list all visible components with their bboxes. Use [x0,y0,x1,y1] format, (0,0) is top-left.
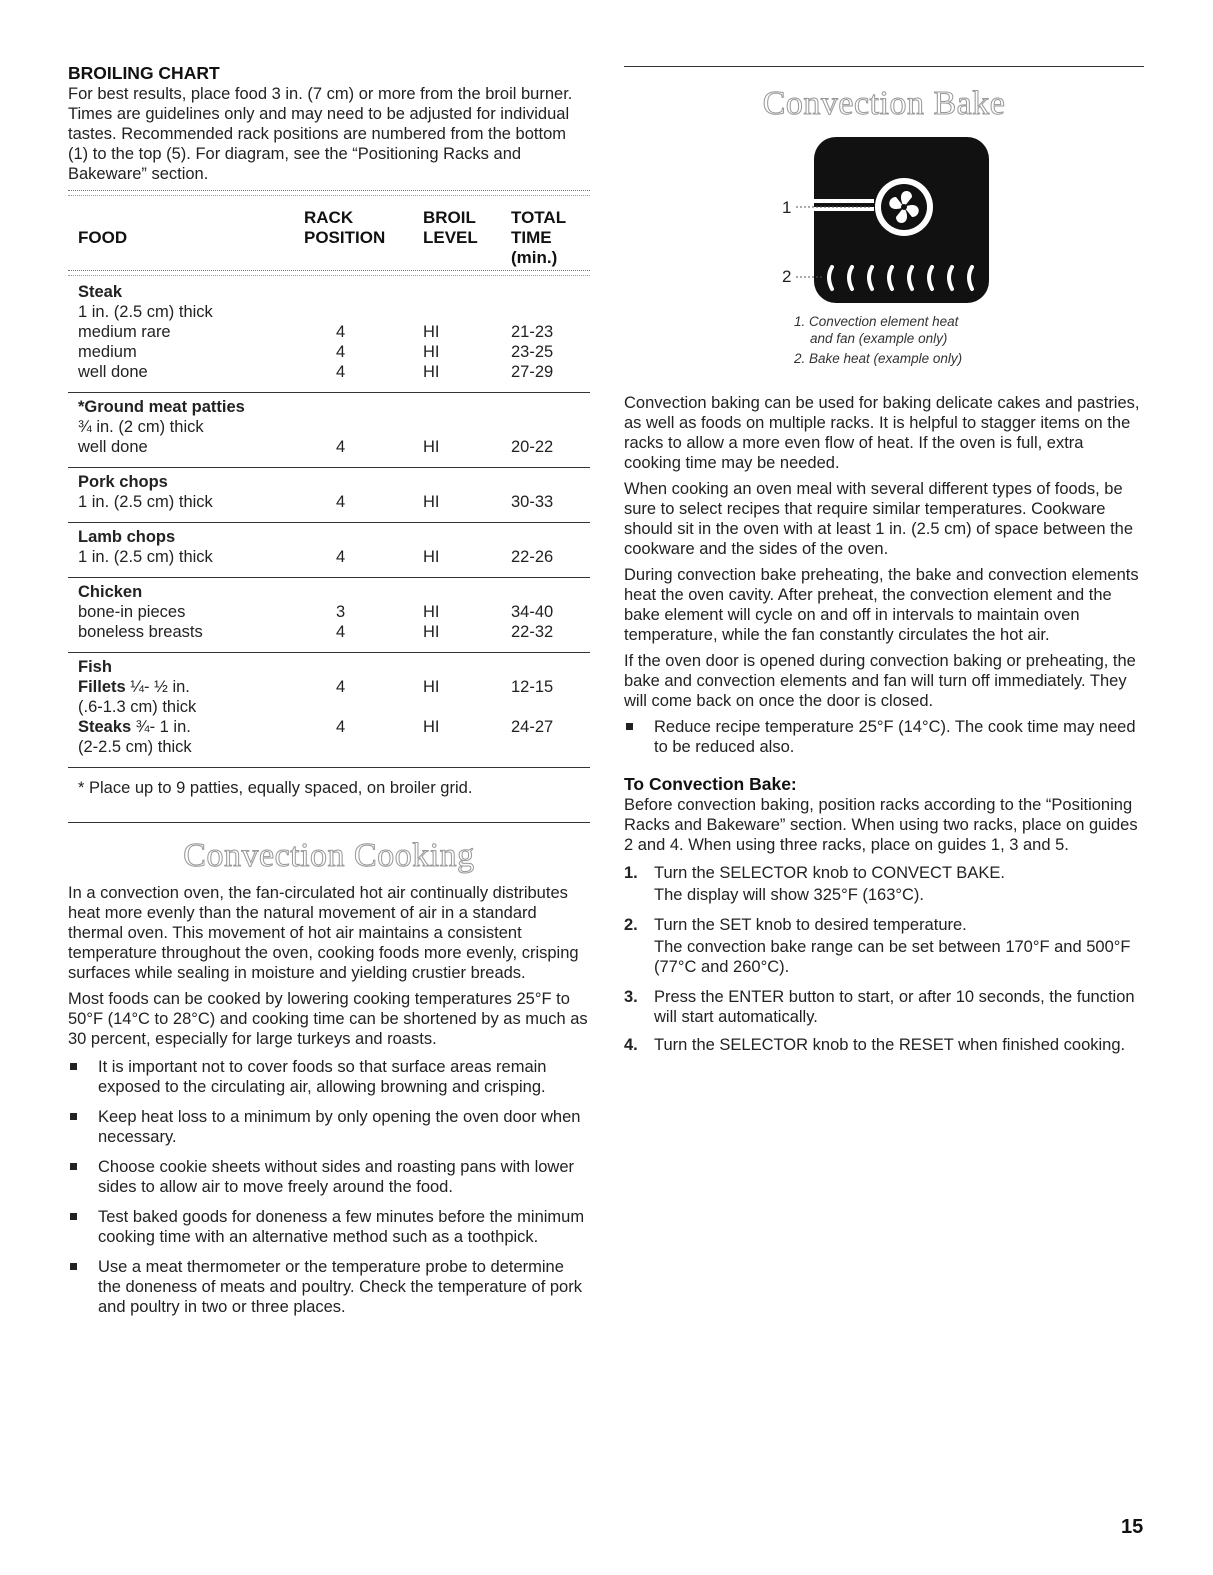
steaks-label: Steaks [78,718,132,736]
time-cell: 30-33 [511,493,554,511]
convection-bake-p5: Before convection baking, position racks according to the “Positioning Racks and Bakeware” section. When using two racks, place on guides 2 and 4. When using three racks, place on guides 1, 3 and 5. [624,796,1138,854]
table-top-divider [68,190,590,196]
level-cell: HI [423,343,440,361]
rack-cell: 4 [336,438,346,456]
time-cell: 27-29 [511,363,554,381]
bullet-text: It is important not to cover foods so that surface areas remain exposed to the circulating air, allowing browning and crisping. [98,1058,547,1096]
convection-bake-p3: During convection bake preheating, the bake and convection elements heat the oven cavity. After preheat, the convection element and the bake element will cycle on and off in intervals to maintain oven temperature, while the fan constantly circulates the hot air. [624,566,1139,644]
right-column [624,62,1144,1061]
step-item [624,863,1144,905]
to-convection-bake-heading: To Convection Bake: [624,774,797,794]
callout-2: 2 [782,267,792,286]
food-cell: bone-in pieces [78,603,186,621]
bullet-item [68,1107,590,1147]
convection-bake-p1: Convection baking can be used for baking delicate cakes and pastries, as well as foods on multiple racks. It is helpful to stagger items on the racks to allow a more even flow of heat. If the oven is full, extra cooking time may be needed. [624,394,1140,472]
table-row [68,342,590,362]
step-number: 4. [624,1036,638,1054]
fillets-label: Fillets [78,678,126,696]
step-subtext: The convection bake range can be set between 170°F and 500°F (77°C and 260°C). [654,938,1131,976]
food-cell: medium [78,343,137,361]
convection-bake-p2: When cooking an oven meal with several different types of foods, be sure to select recipes that require similar temperatures. Cookware should sit in the oven with at least 1 in. (2.5 cm) of space between the cookware and the sides of the oven. [624,480,1134,558]
caption-1a: 1. Convection element heat [794,314,959,329]
bullet-text: Reduce recipe temperature 25°F (14°C). The cook time may need to be reduced also. [654,718,1136,756]
convection-oven-figure [624,123,1144,373]
bullet-square-icon [70,1163,77,1170]
table-row [68,362,590,382]
level-cell: HI [423,548,440,566]
time-cell: 23-25 [511,343,554,361]
food-cell: 1 in. (2.5 cm) thick [78,493,213,511]
thickness: (.6-1.3 cm) thick [78,698,197,716]
step-item [624,987,1144,1027]
oven-diagram [624,127,1144,307]
broiling-table-header [68,198,590,268]
step-text: Press the ENTER button to start, or after 10 seconds, the function will start automatically. [654,988,1135,1026]
time-cell: 34-40 [511,603,554,621]
thickness: (2-2.5 cm) thick [78,738,192,756]
bullet-text: Keep heat loss to a minimum by only opening the oven door when necessary. [98,1108,581,1146]
section-rule [624,66,1144,67]
rack-cell: 4 [336,343,346,361]
bullet-square-icon [70,1113,77,1120]
col-total-3: (min.) [511,248,558,267]
level-cell: HI [423,493,440,511]
time-cell: 20-22 [511,438,554,456]
thickness: ¾ in. (2 cm) thick [78,418,204,436]
left-column [68,62,590,1327]
step-subtext: The display will show 325°F (163°C). [654,886,924,904]
group-title: Steak [78,283,123,301]
group-lamb [68,523,590,577]
bullet-square-icon [70,1263,77,1270]
step-item [624,915,1144,977]
time-cell: 22-32 [511,623,554,641]
rack-cell: 4 [336,323,346,341]
broiling-footnote: * Place up to 9 patties, equally spaced, on broiler grid. [78,779,473,797]
level-cell: HI [423,603,440,621]
level-cell: HI [423,678,440,696]
rack-cell: 4 [336,363,346,381]
group-pork [68,468,590,522]
group-title: *Ground meat patties [78,398,245,416]
group-patties [68,393,590,467]
thickness: 1 in. (2.5 cm) thick [78,303,213,321]
group-title: Lamb chops [78,528,176,546]
bullet-item [624,717,1144,757]
broiling-chart-heading: BROILING CHART [68,63,220,83]
bullet-square-icon [70,1213,77,1220]
section-rule [68,822,590,823]
broiling-intro: For best results, place food 3 in. (7 cm) or more from the broil burner. Times are guidelines only and may need to be adjusted for individual tastes. Recommended rack positions are numbered from the bottom (1) to the top (5). For diagram, see the “Positioning Racks and Bakeware” section. [68,85,573,183]
table-row [68,492,590,512]
col-broil-2: LEVEL [423,228,478,247]
time-cell: 12-15 [511,678,554,696]
col-rack-1: RACK [304,208,354,227]
caption-2: 2. Bake heat (example only) [794,351,963,366]
steaks-size: ¾- 1 in. [131,718,191,736]
food-cell: well done [78,438,148,456]
table-row [68,437,590,457]
group-fish [68,653,590,767]
rack-cell: 4 [336,678,346,696]
col-broil-1: BROIL [423,208,476,227]
table-row [68,322,590,342]
col-food: FOOD [78,228,128,247]
table-row [68,622,590,642]
bullet-item [68,1057,590,1097]
level-cell: HI [423,438,440,456]
food-cell: medium rare [78,323,171,341]
food-cell: 1 in. (2.5 cm) thick [78,548,213,566]
step-text: Turn the SELECTOR knob to CONVECT BAKE. [654,864,1005,882]
page-number: 15 [1121,1516,1144,1538]
bullet-item [68,1207,590,1247]
fillets-size: ¼- ½ in. [125,678,190,696]
convection-cooking-title: Convection Cooking [183,837,475,874]
bullet-text: Use a meat thermometer or the temperature probe to determine the doneness of meats and poultry. Check the temperature of pork and poultry in two or three places. [98,1258,582,1316]
convection-bake-title: Convection Bake [762,85,1006,122]
table-header-divider [68,270,590,276]
step-number: 3. [624,988,638,1006]
level-cell: HI [423,323,440,341]
convection-bake-p4: If the oven door is opened during convection baking or preheating, the bake and convection elements and fan will turn off immediately. They will come back on once the door is closed. [624,652,1136,710]
bullet-item [68,1157,590,1197]
step-item [624,1035,1144,1055]
time-cell: 22-26 [511,548,554,566]
step-text: Turn the SET knob to desired temperature. [654,916,967,934]
rack-cell: 4 [336,718,346,736]
col-rack-2: POSITION [304,228,386,247]
time-cell: 21-23 [511,323,554,341]
bullet-item [68,1257,590,1317]
step-number: 2. [624,916,638,934]
caption-1b: and fan (example only) [810,331,948,346]
level-cell: HI [423,363,440,381]
table-row [68,677,590,697]
table-row [68,717,590,737]
convection-cooking-p2: Most foods can be cooked by lowering cooking temperatures 25°F to 50°F (14°C to 28°C) and cooking time can be shortened by as much as 30 percent, especially for large turkeys and roasts. [68,990,588,1048]
convection-cooking-p1: In a convection oven, the fan-circulated hot air continually distributes heat more evenly than the natural movement of air in a standard thermal oven. This movement of hot air maintains a consistent temperature throughout the oven, cooking foods more evenly, crisping surfaces while sealing in moisture and yielding crustier breads. [68,884,579,982]
col-total-1: TOTAL [511,208,567,227]
bullet-square-icon [70,1063,77,1070]
food-cell: boneless breasts [78,623,203,641]
level-cell: HI [423,623,440,641]
group-steak [68,278,590,392]
bullet-text: Choose cookie sheets without sides and roasting pans with lower sides to allow air to move freely around the food. [98,1158,575,1196]
food-cell: well done [78,363,148,381]
rack-cell: 4 [336,623,346,641]
rack-cell: 3 [336,603,346,621]
table-row [68,602,590,622]
group-chicken [68,578,590,652]
table-row [68,547,590,567]
col-total-2: TIME [511,228,552,247]
step-number: 1. [624,864,638,882]
time-cell: 24-27 [511,718,554,736]
callout-1: 1 [782,198,792,217]
rack-cell: 4 [336,493,346,511]
bullet-square-icon [626,723,633,730]
rack-cell: 4 [336,548,346,566]
step-text: Turn the SELECTOR knob to the RESET when finished cooking. [654,1036,1126,1054]
group-title: Chicken [78,583,143,601]
group-title: Pork chops [78,473,168,491]
group-title: Fish [78,658,112,676]
level-cell: HI [423,718,440,736]
bullet-text: Test baked goods for doneness a few minutes before the minimum cooking time with an alternative method such as a toothpick. [98,1208,585,1246]
